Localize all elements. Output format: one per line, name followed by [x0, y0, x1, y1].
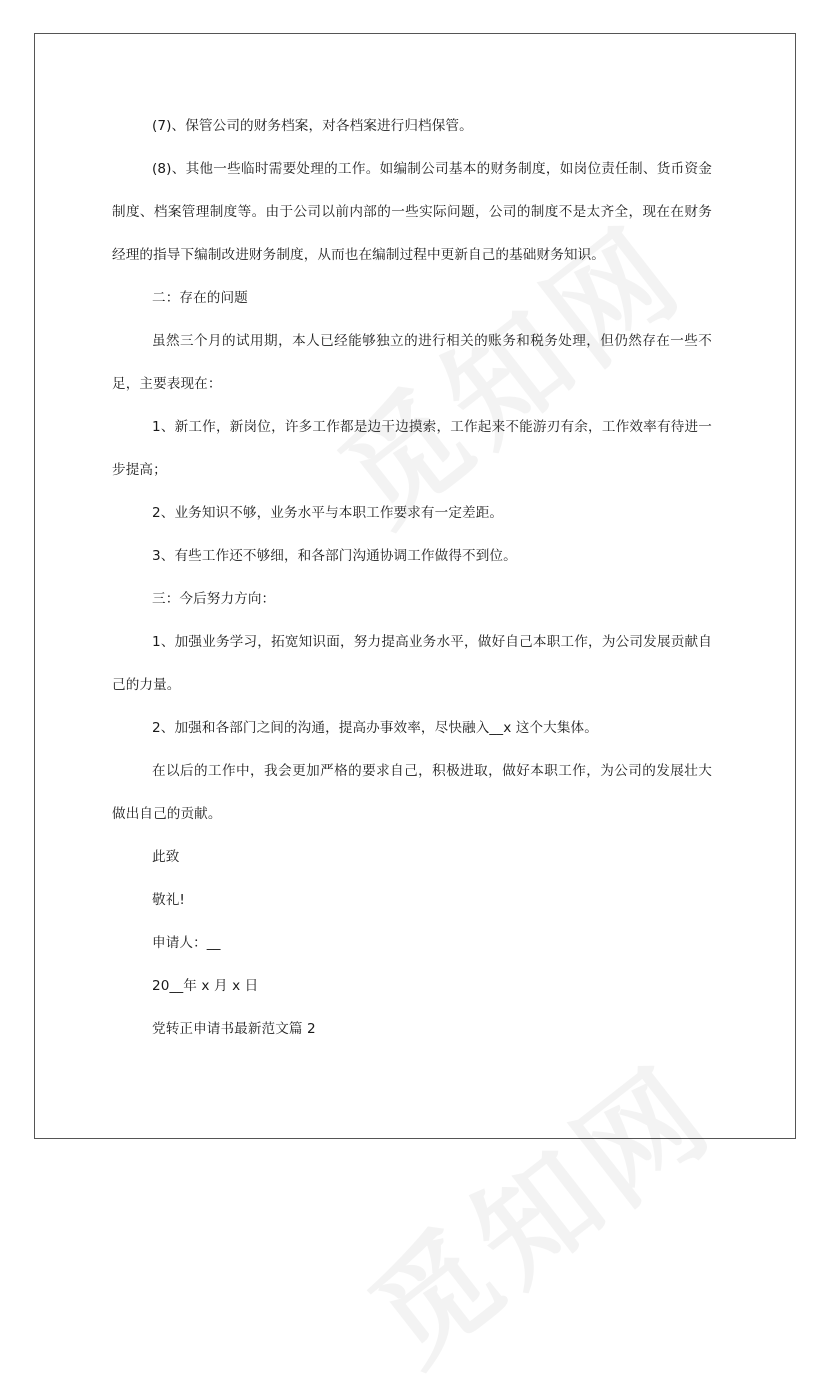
paragraph-item-8: (8)、其他一些临时需要处理的工作。如编制公司基本的财务制度，如岗位责任制、货币资金制度、档案管理制度等。由于公司以前内部的一些实际问题，公司的制度不是太齐全，现在在财务经理的指导下编制改进财务制度，从而也在编制过程中更新自己的基础财务知识。: [112, 161, 712, 263]
section-heading-problems: 二：存在的问题: [152, 290, 248, 306]
paragraph-problem-1: 1、新工作，新岗位，许多工作都是边干边摸索，工作起来不能游刃有余，工作效率有待进一步提高；: [112, 419, 712, 478]
date-line: 20__年 x 月 x 日: [152, 978, 259, 994]
section-heading-direction: 三：今后努力方向：: [152, 591, 276, 607]
paragraph-direction-2: 2、加强和各部门之间的沟通，提高办事效率，尽快融入__x 这个大集体。: [152, 720, 598, 736]
document-body: [112, 105, 712, 1051]
closing-regards: 敬礼!: [152, 892, 185, 908]
paragraph-direction-1: 1、加强业务学习，拓宽知识面，努力提高业务水平，做好自己本职工作，为公司发展贡献自己的力量。: [112, 634, 712, 693]
paragraph-problems-intro: 虽然三个月的试用期，本人已经能够独立的进行相关的账务和税务处理，但仍然存在一些不足，主要表现在：: [112, 333, 712, 392]
paragraph-conclusion: 在以后的工作中，我会更加严格的要求自己，积极进取，做好本职工作，为公司的发展壮大做出自己的贡献。: [112, 763, 712, 822]
paragraph-problem-3: 3、有些工作还不够细，和各部门沟通协调工作做得不到位。: [152, 548, 517, 564]
paragraph-item-7: (7)、保管公司的财务档案，对各档案进行归档保管。: [152, 118, 473, 134]
applicant-line: 申请人：__: [152, 935, 221, 951]
next-article-title: 党转正申请书最新范文篇 2: [152, 1021, 316, 1037]
closing-salutation: 此致: [152, 849, 180, 865]
paragraph-problem-2: 2、业务知识不够，业务水平与本职工作要求有一定差距。: [152, 505, 504, 521]
